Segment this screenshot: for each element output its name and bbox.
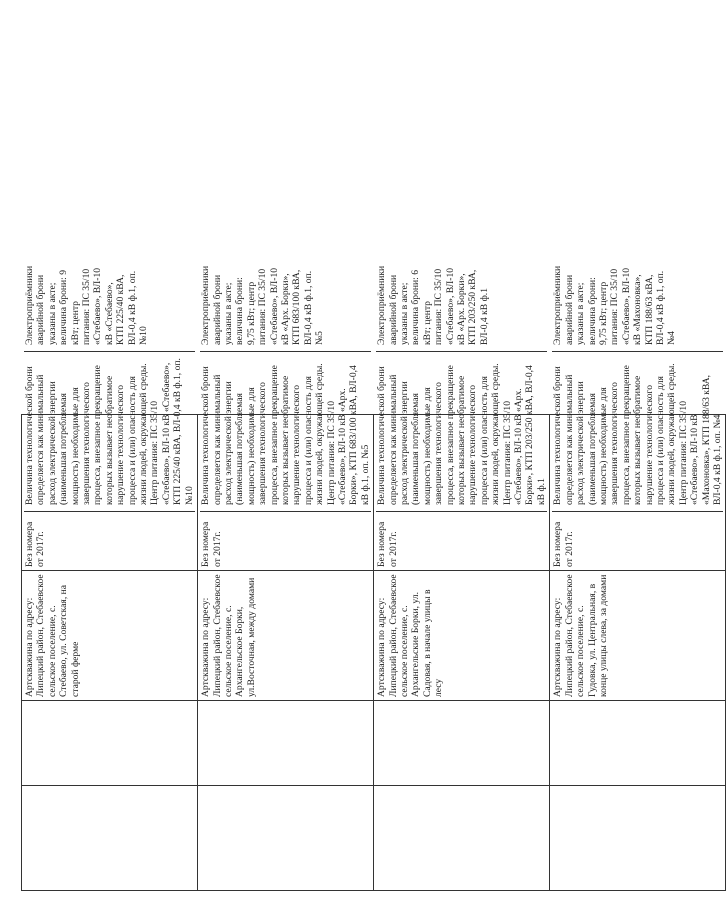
technological-text: Величина технологической брони определяется как минимальный расход электрической энергии (наименьшая потребляемая мощность) необходимые для завершения технологического процесса, внезапное прекращение которых вызывает необратимое нарушение технологического процесса и (или) опасность для жизни людей, окружающей среды. Центр питания: ПС 35/10 «Стебаево», ВЛ-10 кВ «Махоновка», КТП 188/63 кВА, ВЛ-0,4 кВ ф.1, оп. №4 xyxy=(552,351,723,505)
emergency-text: Электроприёмники аварийной брони указаны в акте; величина брони: 9,75 кВт; центр питания: ПС 35/10 «Стебаево», ВЛ-10 кВ «Арх. Борки», КТП 683/100 кВА, ВЛ-0,4 кВ ф.1, оп. №5 xyxy=(200,265,326,345)
empty-cell xyxy=(198,701,374,786)
address-cell: Артскважина по адресу: Липецкий район, Стебаевское сельское поселение, с. Гудовка, ул. Центральная, в конце улицы слева, за домами xyxy=(550,571,726,701)
empty-cell xyxy=(22,701,198,786)
emergency-text: Электроприёмники аварийной брони указаны в акте; величина брони: 9,75 кВт; центр питания: ПС 35/10 «Стебаево», ВЛ-10 кВ «Махоновка», КТП 188/63 кВА, ВЛ-0,4 кВ ф.1, оп. №4 xyxy=(552,265,678,345)
address-cell: Артскважина по адресу: Липецкий район, Стебаевское сельское поселение, с. Стебаево, ул. Советская, на старой ферме xyxy=(22,571,198,701)
empty-cell xyxy=(22,786,198,891)
technological-cell xyxy=(550,265,726,571)
technological-cell xyxy=(198,265,374,571)
brone-table xyxy=(21,34,726,891)
address-cell: Артскважина по адресу: Липецкий район, Стебаевское сельское поселение, с. Архангельское Борки, ул.Восточная, между домами xyxy=(198,571,374,701)
table-row xyxy=(22,35,198,891)
act-text: Без номера от 2017г. xyxy=(552,511,723,567)
empty-cell xyxy=(550,786,726,891)
technological-text: Величина технологической брони определяется как минимальный расход электрической энергии (наименьшая потребляемая мощность) необходимые для завершения технологического процесса, внезапное прекращение которых вызывает необратимое нарушение технологического процесса и (или) опасность для жизни людей, окружающей среды. Центр питания: ПС 35/10 «Стебаево», ВЛ-10 кВ «Стебаево», КТП 225/40 кВА, ВЛ-0,4 кВ ф.1, оп. №10 xyxy=(24,351,195,505)
emergency-text: Электроприёмники аварийной брони указаны в акте; величина брони: 6 кВт; центр питания: ПС 35/10 «Стебаево», ВЛ-10 кВ «Арх. Борки», КТП 203/250 кВА, ВЛ-0,4 кВ ф.1 xyxy=(376,265,490,345)
technological-cell xyxy=(22,265,198,571)
table-row xyxy=(550,35,726,891)
table-row xyxy=(198,35,374,891)
technological-text: Величина технологической брони определяется как минимальный расход электрической энергии (наименьшая потребляемая мощность) необходимые для завершения технологического процесса, внезапное прекращение которых вызывает необратимое нарушение технологического процесса и (или) опасность для жизни людей, окружающей среды. Центр питания: ПС 35/10 «Стебаево», ВЛ-10 кВ «Арх. Борки», КТП 683/100 кВА, ВЛ-0,4 кВ ф.1, оп. №5 xyxy=(200,351,371,505)
act-text: Без номера от 2017г. xyxy=(24,511,195,567)
empty-cell xyxy=(374,786,550,891)
act-text: Без номера от 2017г. xyxy=(200,511,371,567)
emergency-text: Электроприёмники аварийной брони указаны в акте; величина брони: 9 кВт; центр питания: ПС 35/10 «Стебаево», ВЛ-10 кВ «Стебаево», КТП 225/40 кВА, ВЛ-0,4 кВ ф.1, оп. №10 xyxy=(24,265,150,345)
technological-cell xyxy=(374,265,550,571)
address-cell: Артскважина по адресу: Липецкий район, Стебаевское сельское поселение, с. Архангельские Борки, ул. Садовая, в начале улицы в лесу xyxy=(374,571,550,701)
rotated-page xyxy=(21,35,723,891)
technological-text: Величина технологической брони определяется как минимальный расход электрической энергии (наименьшая потребляемая мощность) необходимые для завершения технологического процесса, внезапное прекращение которых вызывает необратимое нарушение технологического процесса и (или) опасность для жизни людей, окружающей среды. Центр питания: ПС 35/10 «Стебаево», ВЛ-10 кВ «Арх. Борки», КТП 203/250 кВА, ВЛ-0,4 кВ ф.1 xyxy=(376,351,547,505)
empty-cell xyxy=(198,786,374,891)
act-text: Без номера от 2017г. xyxy=(376,511,547,567)
empty-cell xyxy=(550,701,726,786)
table-row xyxy=(374,35,550,891)
empty-cell xyxy=(374,701,550,786)
